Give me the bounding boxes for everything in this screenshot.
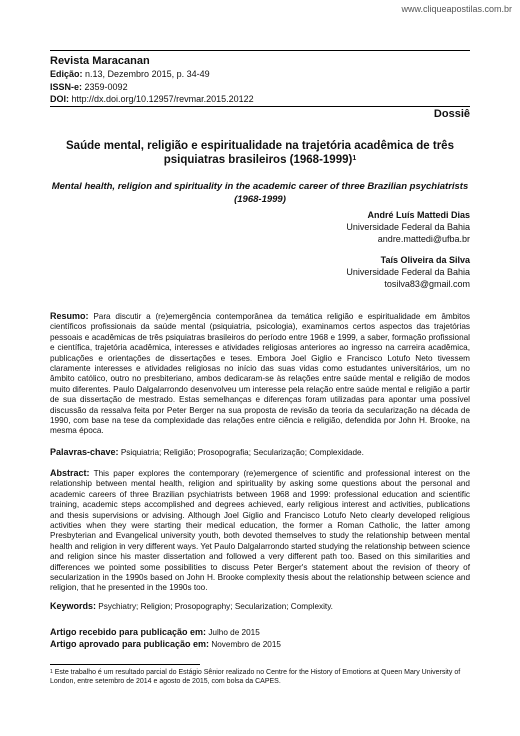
keywords-paragraph — [50, 601, 470, 612]
journal-name: Revista Maracanan — [50, 55, 150, 67]
footnote-rule — [50, 664, 200, 665]
section-label: Dossiê — [433, 108, 470, 120]
palavras-chave-text: Psiquiatria; Religião; Prosopografia; Secularização; Complexidade. — [120, 448, 364, 457]
author-block — [346, 254, 470, 290]
doi-link[interactable]: http://dx.doi.org/10.12957/revmar.2015.20122 — [71, 94, 254, 104]
header-bottom-rule — [50, 106, 470, 107]
doi-label: DOI: — [50, 94, 69, 104]
palavras-chave-label: Palavras-chave: — [50, 447, 119, 457]
edition-label: Edição: — [50, 69, 83, 79]
journal-edition — [50, 68, 470, 81]
approved-label: Artigo aprovado para publicação em: — [50, 638, 210, 649]
title-footnote-mark[interactable]: 1 — [352, 155, 357, 162]
keywords-text: Psychiatry; Religion; Prosopography; Secularization; Complexity. — [98, 602, 333, 611]
issn-value: 2359-0092 — [84, 81, 128, 92]
author-block — [346, 209, 470, 245]
article-title-english: Mental health, religion and spirituality in the academic career of three Brazilian psychiatrists (1968-1999) — [51, 181, 469, 205]
resumo-text: Para discutir a (re)emergência contemporânea da temática religião e espiritualidade em âmbitos científicos profissionais da saúde mental (psiquiatria, psicologia), examinamos certos aspectos das trajetórias pessoais e acadêmicas de três psiquiatras brasileiros do período entre 1968 e 1999, a saber, formação profissional e científica, trajetória acadêmica, interesses e atividades religiosas anteriores ao ingresso na carreira acadêmica, publicações e orientações de dissertações e teses. Embora Joel Giglio e Francisco Lotufo Neto tivessem claramente interesses e atividades religiosas no início das suas vidas como estudantes universitários, um no âmbito católico, outro no presbiteriano, ambos dedicaram-se às relações entre saúde mental e religião de modos muito diferentes. Paulo Dalgalarrondo desenvolveu um interesse pela relação entre saúde mental e religião a partir de sua dissertação de mestrado. Estas semelhanças e diferenças foram utilizadas para apontar uma possível discussão da ressalva feita por Peter Berger na sua proposta de revisão da teoria da secularização na década de 1990, com base na tese da complexidade das relações entre ciência e religião, defendida por John H. Brooke, na mesma época. — [50, 312, 470, 436]
author-name: André Luís Mattedi Dias — [367, 210, 470, 220]
article-title-text: Saúde mental, religião e espiritualidade na trajetória acadêmica de três psiquiatras brasileiros (1968-1999) — [66, 140, 454, 166]
approved-value: Novembro de 2015 — [211, 639, 281, 649]
resumo-label: Resumo: — [50, 311, 89, 321]
edition-value: n.13, Dezembro 2015, p. 34-49 — [85, 69, 210, 79]
author-name: Taís Oliveira da Silva — [380, 255, 470, 265]
footnote-mark: 1 — [50, 669, 53, 675]
abstract-label: Abstract: — [50, 468, 90, 478]
abstract-paragraph — [50, 468, 470, 594]
received-line — [50, 627, 281, 639]
received-value: Julho de 2015 — [208, 628, 260, 637]
publication-dates — [50, 627, 281, 650]
author-affiliation: Universidade Federal da Bahia — [346, 267, 470, 277]
journal-doi — [50, 93, 470, 106]
footnote — [50, 668, 470, 686]
received-label: Artigo recebido para publicação em: — [50, 627, 207, 637]
author-email[interactable]: andre.mattedi@ufba.br — [377, 234, 470, 244]
palavras-chave-paragraph — [50, 447, 470, 458]
journal-issn — [50, 81, 470, 94]
resumo-paragraph — [50, 311, 470, 437]
watermark-url: www.cliqueapostilas.com.br — [401, 4, 512, 14]
keywords-label: Keywords: — [50, 601, 97, 611]
author-affiliation: Universidade Federal da Bahia — [346, 222, 470, 232]
journal-header — [50, 55, 470, 106]
article-title — [50, 139, 470, 167]
footnote-text: Este trabalho é um resultado parcial do Estágio Sênior realizado no Centre for the History of Emotions at Queen Mary University of London, entre setembro de 2014 e agosto de 2015, com bolsa da CAPES. — [50, 669, 461, 685]
approved-line — [50, 639, 281, 651]
header-top-rule — [50, 50, 470, 51]
issn-label: ISSN-e: — [50, 81, 83, 92]
abstract-text: This paper explores the contemporary (re)emergence of scientific and professional interest on the relationship between mental health, religion and spirituality by asking some questions about the personal and academic careers of three Brazilian psychiatrists between 1968 and 1999: professional education and scientific training, academic steps accomplished and degrees achieved, early religious interest and activities, publications and thesis supervisions or advising. Although Joel Giglio and Francisco Lotufo Neto clearly developed religious activities when they were starting their medical education, the former a Roman Catholic, the latter among Presbyterian and Evangelical university youth, both devoted themselves to study the relationship between mental health and religion in very different ways. Yet Paulo Dalgalarrondo started studying the relationship between science and religion since his master dissertation and followed a very different path too. Based on this similarities and differences we pointed some possibilities to discuss Peter Berger's statement about the revision of theory of secularization in the 1990s based on John H. Brooke complexity thesis about the relationship between science and religion, that he presented in the 1990s too. — [50, 469, 470, 593]
author-email[interactable]: tosilva83@gmail.com — [384, 279, 470, 289]
